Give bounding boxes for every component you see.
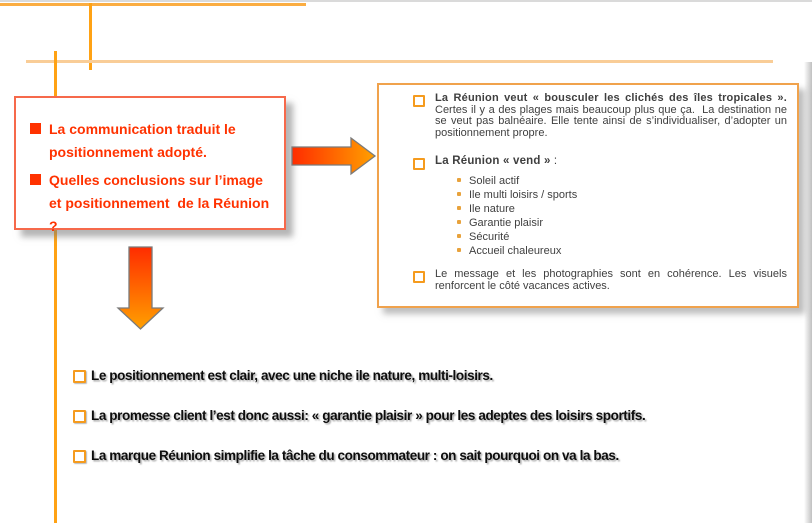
sub-list-item-text: Garantie plaisir [469, 217, 543, 230]
analysis-paragraph [435, 92, 791, 139]
sub-list-item [457, 216, 787, 230]
analysis-vend-colon: : [550, 155, 558, 168]
question-item [30, 118, 276, 164]
analysis-message-paragraph: Le message et les photographies sont en cohérence. Les visuels renforcent le côté vacances actives. [435, 268, 791, 292]
sub-list-item-text: Accueil chaleureux [469, 245, 562, 258]
hollow-square-bullet-icon [413, 158, 425, 170]
slide-right-edge-shadow [804, 62, 812, 523]
conclusion-text: La marque Réunion simplifie la tâche du consommateur : on sait pourquoi on va la bas. [91, 448, 619, 463]
analysis-sub-list [457, 174, 787, 258]
filled-square-bullet-icon [30, 123, 41, 134]
analysis-paragraph-lead: La Réunion veut « bousculer les clichés des îles tropicales ». [435, 92, 787, 104]
question-item [30, 169, 276, 238]
dot-bullet-icon [457, 248, 461, 252]
decor-line-horizontal-light [26, 60, 773, 63]
conclusions-section [73, 367, 795, 487]
sub-list-item-text: Ile nature [469, 203, 515, 216]
sub-list-item [457, 202, 787, 216]
sub-list-item-text: Soleil actif [469, 175, 520, 188]
hollow-square-bullet-icon [73, 370, 86, 383]
dot-bullet-icon [457, 220, 461, 224]
dot-bullet-icon [457, 234, 461, 238]
analysis-box [377, 83, 799, 308]
dot-bullet-icon [457, 178, 461, 182]
question-box [14, 96, 286, 234]
analysis-bullet-item [413, 92, 791, 139]
analysis-paragraph-body: Certes il y a des plages mais beaucoup plus que ça. La destination ne se veut pas balnéaire. Elle tente ainsi de s’individualiser, d’adopter un positionnement propre. [435, 92, 791, 139]
analysis-bullet-item [413, 156, 787, 170]
conclusion-item [73, 367, 795, 385]
decor-line-horizontal-top [0, 3, 306, 6]
hollow-square-bullet-icon [73, 410, 86, 423]
top-edge-strip [0, 0, 812, 2]
hollow-square-bullet-icon [413, 271, 425, 283]
sub-list-item [457, 174, 787, 188]
arrow-right-icon [291, 136, 377, 177]
hollow-square-bullet-icon [73, 450, 86, 463]
conclusion-item [73, 407, 795, 425]
analysis-vend-lead: La Réunion « vend » [435, 155, 551, 168]
analysis-vend-line [435, 156, 557, 170]
hollow-square-bullet-icon [413, 95, 425, 107]
conclusion-text: Le positionnement est clair, avec une niche ile nature, multi-loisirs. [91, 368, 493, 383]
conclusion-text: La promesse client l’est donc aussi: « garantie plaisir » pour les adeptes des loisirs sportifs. [91, 408, 646, 423]
question-item-text: La communication traduit le positionnement adopté. [49, 121, 240, 160]
filled-square-bullet-icon [30, 174, 41, 185]
analysis-bullet-item [413, 268, 791, 292]
question-item-text: Quelles conclusions sur l’image et positionnement de la Réunion ? [49, 172, 274, 234]
sub-list-item-text: Sécurité [469, 231, 510, 244]
sub-list-item [457, 230, 787, 244]
arrow-down-icon [116, 246, 165, 331]
conclusion-item [73, 447, 795, 465]
sub-list-item-text: Ile multi loisirs / sports [469, 189, 578, 202]
dot-bullet-icon [457, 192, 461, 196]
sub-list-item [457, 244, 787, 258]
dot-bullet-icon [457, 206, 461, 210]
sub-list-item [457, 188, 787, 202]
